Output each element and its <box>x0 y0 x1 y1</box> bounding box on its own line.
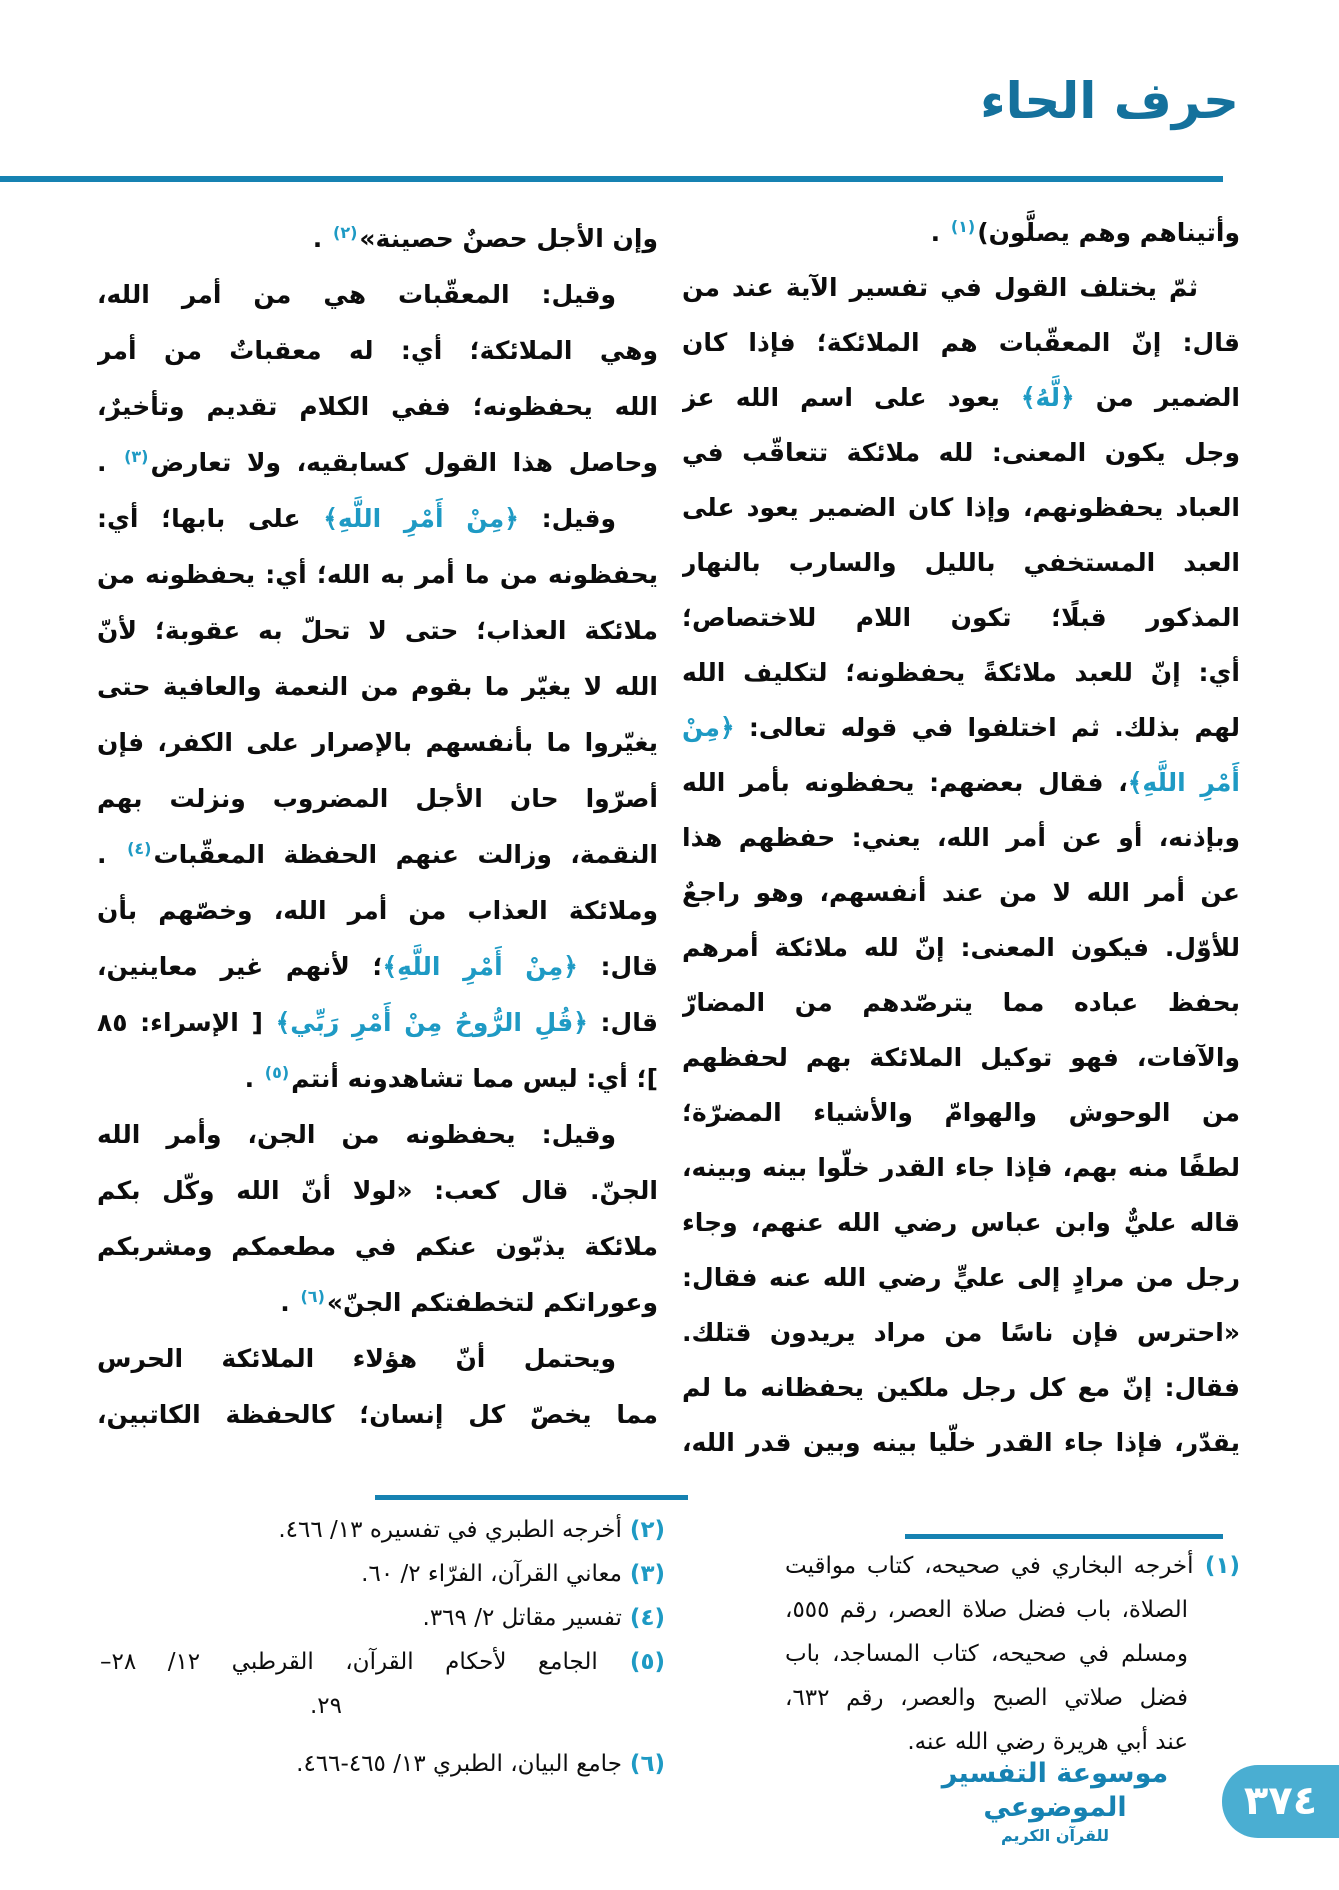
footnote-text: فضل صلاتي الصبح والعصر، رقم ٦٣٢، <box>785 1685 1188 1711</box>
text-run: قال: <box>587 1008 658 1037</box>
footnote-line <box>100 1596 665 1640</box>
quran-quote: ﴿مِنْ <box>682 713 735 742</box>
text-run: وعوراتكم لتخطفتكم الجنّ» <box>326 1288 658 1317</box>
text-line <box>682 1305 1240 1360</box>
text-line <box>97 1107 658 1163</box>
text-run: وهي الملائكة؛ أي: له معقباتٌ من أمر <box>97 336 658 365</box>
text-run: ثمّ يختلف القول في تفسير الآية عند من <box>682 273 1198 302</box>
text-line <box>97 1219 658 1275</box>
footnote-separator-left <box>375 1495 688 1500</box>
footnote-ref: (٣) <box>124 446 149 466</box>
text-run: والآفات، فهو توكيل الملائكة بهم لحفظهم <box>682 1043 1240 1072</box>
quran-quote: أَمْرِ اللَّهِ﴾ <box>1127 768 1240 797</box>
text-run: المذكور قبلًا؛ تكون اللام للاختصاص؛ <box>682 603 1240 632</box>
text-run: ، فقال بعضهم: يحفظونه بأمر الله <box>682 768 1128 797</box>
footnote-line <box>785 1588 1240 1632</box>
text-run: العباد يحفظونهم، وإذا كان الضمير يعود على <box>682 493 1240 522</box>
text-line <box>682 1250 1240 1305</box>
footnote-line <box>100 1552 665 1596</box>
text-run: للأوّل. فيكون المعنى: إنّ لله ملائكة أمرهم <box>682 933 1240 962</box>
publisher-logo-subtitle: للقرآن الكريم <box>1000 1826 1110 1845</box>
text-run: . <box>312 224 331 253</box>
text-line <box>97 435 658 491</box>
text-line <box>682 315 1240 370</box>
text-line <box>682 260 1240 315</box>
text-run: قاله عليٌّ وابن عباس رضي الله عنهم، وجاء <box>682 1208 1240 1237</box>
text-run: وأتيناهم وهم يصلَّون) <box>977 218 1240 247</box>
footnote-text: معاني القرآن، الفرّاء ٢/ ٦٠. <box>361 1561 622 1587</box>
text-line <box>97 1051 658 1107</box>
footnote-line <box>100 1684 665 1728</box>
text-run: مما يخصّ كل إنسان؛ كالحفظة الكاتبين، <box>97 1400 658 1429</box>
footnote-number: (٤) <box>621 1605 665 1631</box>
footnote-text: تفسير مقاتل ٢/ ٣٦٩. <box>422 1605 622 1631</box>
quran-quote: ﴿مِنْ أَمْرِ اللَّهِ﴾ <box>323 504 519 533</box>
text-line <box>682 370 1240 425</box>
text-run: الجنّ. قال كعب: «لولا أنّ الله وكّل بكم <box>97 1176 658 1205</box>
text-line <box>97 323 658 379</box>
text-line <box>682 590 1240 645</box>
text-line <box>682 1140 1240 1195</box>
text-run: على بابها؛ أي: <box>97 504 324 533</box>
text-line <box>97 715 658 771</box>
text-run: يعود على اسم الله عز <box>682 383 1021 412</box>
text-run: أصرّوا حان الأجل المضروب ونزلت بهم <box>97 784 658 813</box>
text-run: لطفًا منه بهم، فإذا جاء القدر خلّوا بينه وبينه، <box>682 1153 1240 1182</box>
footnotes-right <box>785 1544 1240 1764</box>
footnote-number: (٢) <box>621 1517 665 1543</box>
text-line <box>682 205 1240 260</box>
text-run: وملائكة العذاب من أمر الله، وخصّهم بأن <box>97 896 658 925</box>
text-run: يقدّر، فإذا جاء القدر خلّيا بينه وبين قدر الله، <box>682 1428 1240 1457</box>
text-line <box>682 700 1240 755</box>
chapter-title: حرف الحاء <box>980 72 1239 130</box>
footnote-line <box>100 1508 665 1552</box>
footnote-ref: (٤) <box>127 838 152 858</box>
text-run: الله يحفظونه؛ ففي الكلام تقديم وتأخيرٌ، <box>97 392 658 421</box>
quran-quote: ﴿مِنْ أَمْرِ اللَّهِ﴾ <box>382 952 578 981</box>
text-line <box>682 755 1240 810</box>
footnote-text: الجامع لأحكام القرآن، القرطبي ١٢/ ٢٨– <box>100 1649 598 1675</box>
publisher-logo <box>925 1757 1185 1847</box>
text-run: . <box>280 1288 299 1317</box>
footnote-text: ٢٩. <box>309 1693 342 1719</box>
text-run: من الوحوش والهوامّ والأشياء المضرّة؛ <box>682 1098 1240 1127</box>
text-line <box>682 1360 1240 1415</box>
footnote-ref: (٥) <box>264 1062 290 1082</box>
footnote-ref: (١) <box>950 216 976 236</box>
text-run: «احترس فإن ناسًا من مراد يريدون قتلك. <box>682 1318 1240 1347</box>
text-line <box>97 659 658 715</box>
text-run: قال: <box>577 952 658 981</box>
text-run: ويحتمل أنّ هؤلاء الملائكة الحرس <box>97 1344 616 1373</box>
text-line <box>97 603 658 659</box>
text-run: بحفظ عباده مما يترصّدهم من المضارّ <box>682 988 1240 1017</box>
publisher-logo-title: موسوعة التفسير الموضوعي <box>941 1758 1169 1823</box>
text-line <box>97 827 658 883</box>
text-line <box>97 939 658 995</box>
footnote-line <box>100 1742 665 1786</box>
text-run: أي: إنّ للعبد ملائكةً يحفظونه؛ لتكليف الله <box>682 658 1240 687</box>
page-number-badge: ٣٧٤ <box>1222 1765 1339 1838</box>
text-line <box>97 1331 658 1387</box>
text-line <box>682 645 1240 700</box>
quran-quote: ﴿قُلِ الرُّوحُ مِنْ أَمْرِ رَبِّي﴾ <box>275 1008 588 1037</box>
text-run: النقمة، وزالت عنهم الحفظة المعقّبات <box>153 840 658 869</box>
body-column-right <box>682 205 1240 1470</box>
footnote-ref: (٦) <box>300 1286 325 1306</box>
text-run: فقال: إنّ مع كل رجل ملكين يحفظانه ما لم <box>682 1373 1240 1402</box>
footnote-text: أخرجه الطبري في تفسيره ١٣/ ٤٦٦. <box>278 1517 622 1543</box>
text-run: . <box>97 448 123 477</box>
text-run: وحاصل هذا القول كسابقيه، ولا تعارض <box>150 448 658 477</box>
text-line <box>97 491 658 547</box>
text-line <box>97 1275 658 1331</box>
text-run: وقيل: يحفظونه من الجن، وأمر الله <box>97 1120 616 1149</box>
quran-quote: ﴿لَّهُ﴾ <box>1020 383 1075 412</box>
footnote-line <box>785 1632 1240 1676</box>
text-run: وجل يكون المعنى: لله ملائكة تتعاقّب في <box>682 438 1240 467</box>
text-run: وقيل: <box>518 504 616 533</box>
footnote-number: (١) <box>1193 1553 1240 1579</box>
text-line <box>97 1387 658 1443</box>
header-rule <box>0 176 1223 182</box>
text-run: ملائكة العذاب؛ حتى لا تحلّ به عقوبة؛ لأنّ <box>97 616 658 645</box>
footnote-line <box>785 1676 1240 1720</box>
footnote-line <box>100 1640 665 1684</box>
text-line <box>682 425 1240 480</box>
text-line <box>682 1195 1240 1250</box>
text-run: قال: إنّ المعقّبات هم الملائكة؛ فإذا كان <box>682 328 1240 357</box>
text-run: يحفظونه من ما أمر به الله؛ أي: يحفظونه من <box>97 560 658 589</box>
text-run: وقيل: المعقّبات هي من أمر الله، <box>97 280 616 309</box>
text-line <box>97 883 658 939</box>
text-line <box>682 1085 1240 1140</box>
text-line <box>97 267 658 323</box>
footnote-number: (٥) <box>597 1649 665 1675</box>
text-line <box>97 1163 658 1219</box>
text-run: الله لا يغيّر ما بقوم من النعمة والعافية حتى <box>97 672 658 701</box>
text-line <box>682 865 1240 920</box>
footnote-text: الصلاة، باب فضل صلاة العصر، رقم ٥٥٥، <box>785 1597 1188 1623</box>
footnote-text: عند أبي هريرة رضي الله عنه. <box>907 1729 1188 1755</box>
text-line <box>97 547 658 603</box>
text-line <box>682 1030 1240 1085</box>
text-run: رجل من مرادٍ إلى عليٍّ رضي الله عنه فقال: <box>682 1263 1240 1292</box>
text-line <box>682 975 1240 1030</box>
text-line <box>97 995 658 1051</box>
footnote-number: (٣) <box>621 1561 665 1587</box>
text-run: العبد المستخفي بالليل والسارب بالنهار <box>682 548 1240 577</box>
text-line <box>97 211 658 267</box>
footnote-text: ومسلم في صحيحه، كتاب المساجد، باب <box>785 1641 1188 1667</box>
text-run: عن أمر الله لا من عند أنفسهم، وهو راجعٌ <box>682 878 1240 907</box>
text-run: [ الإسراء: ٨٥ <box>97 1008 276 1037</box>
footnote-separator-right <box>905 1534 1223 1539</box>
footnotes-left <box>100 1508 665 1786</box>
text-run: يغيّروا ما بأنفسهم بالإصرار على الكفر، فإن <box>97 728 658 757</box>
text-run: . <box>930 218 949 247</box>
text-line <box>682 1415 1240 1470</box>
footnote-ref: (٢) <box>333 222 358 242</box>
text-line <box>682 920 1240 975</box>
text-line <box>97 771 658 827</box>
body-column-left <box>97 211 658 1443</box>
text-run: ]؛ أي: ليس مما تشاهدونه أنتم <box>291 1064 658 1093</box>
footnote-text: جامع البيان، الطبري ١٣/ ٤٦٥-٤٦٦. <box>296 1751 622 1777</box>
text-run: وإن الأجل حصنٌ حصينة» <box>359 224 658 253</box>
text-line <box>682 480 1240 535</box>
text-run: ؛ لأنهم غير معاينين، <box>97 952 383 981</box>
footnote-text: أخرجه البخاري في صحيحه، كتاب مواقيت <box>785 1553 1194 1579</box>
text-run: . <box>97 840 126 869</box>
text-line <box>97 379 658 435</box>
footnote-line <box>785 1544 1240 1588</box>
text-run: . <box>244 1064 263 1093</box>
text-line <box>682 535 1240 590</box>
text-run: ملائكة يذبّون عنكم في مطعمكم ومشربكم <box>97 1232 658 1261</box>
footnote-number: (٦) <box>621 1751 665 1777</box>
text-run: وبإذنه، أو عن أمر الله، يعني: حفظهم هذا <box>682 823 1240 852</box>
text-run: الضمير من <box>1074 383 1240 412</box>
text-line <box>682 810 1240 865</box>
text-run: لهم بذلك. ثم اختلفوا في قوله تعالى: <box>734 713 1240 742</box>
